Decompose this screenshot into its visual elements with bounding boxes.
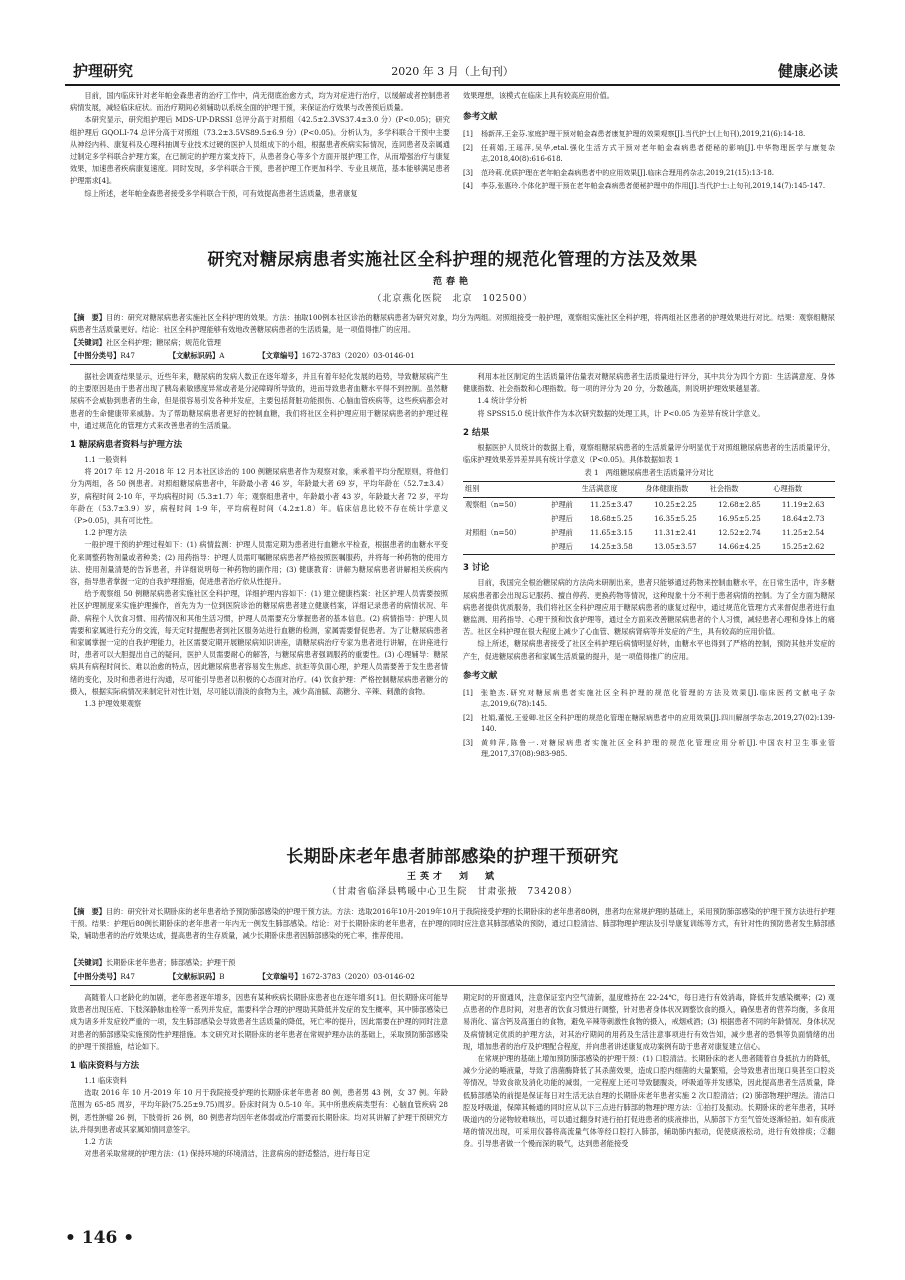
paragraph: 目前，我国完全根治糖尿病的方法尚未研制出来，患者只能够通过药物来控制血糖水平，在日常生活中，许多糖尿病患者都会出现忘记服药、擅自停药、更换药物等情况，这种现象十分不利于患者病情的控制。为了全方面为糖尿病患者提供优质服务，我们将社区全科护理应用于糖尿病患者的康复过程中，通过规范化管理方式来督促患者进行血糖监测、用药指导、心理干预和饮食护理等，通过全方面来改善糖尿病患者的个人习惯，减轻患者心理和身体上的痛苦。社区全科护理在很大程度上减少了心血管、糖尿病肾病等并发症的产生，具有较高的应用价值。 [463,578,835,637]
section-heading: 1 临床资料与方法 [70,1061,140,1072]
column-header: 社会指数 [708,482,772,497]
column-header: 身体健康指数 [643,482,707,497]
paragraph: 本研究显示，研究组护理后 MDS-UP-DRSSI 总评分高于对照组（42.5±2.3VS37.4±3.0 分）(P<0.05)；研究组护理后 GQOLI-74 总评分高于对照组（73.2±3.5VS89.5±6.9 分）(P<0.05)。分析认为，多学科联合干预中主要从神经内科、康复科及心理科抽调专业技术过硬的医护人员组成下的小组，根据患者疾病实际情况，连同患者及亲属通过制定多学科联合护理方案，在已制定的护理方案支持下，从患者身心等多个方面开展护理工作，从而增强治疗与康复效果，加速患者疾病康复速度。同时发现，多学科联合干预，患者护理工作更加科学、专业且规范，基本能够满足患者护理需求[4]。 [70,115,450,186]
table-header-row [463,482,835,497]
paragraph: 对患者采取常规的护理方法：(1) 保持环境的环境清洁，注意病房的舒适整洁，进行每日定 [84,1149,370,1159]
article1-right-column [463,371,835,837]
references-heading: 参考文献 [463,112,498,123]
divider [70,985,835,986]
paragraph: 将 2017 年 12 月-2018 年 12 月本社区诊治的 100 例糖尿病患者作为观察对象，乘承着平均分配原则，将他们分为两组，各 50 例患者。对照组糖尿病患者中，年龄最小者 46 岁，年龄最大者 69 岁，平均年龄在（52.7±3.4）岁，病程时间 2-10 年，平均病程时间（5.3±1.7）年；观察组患者中，年龄最小者 43 岁，年龄最大者 72 岁，平均年龄在（53.7±3.9）岁，病程时间 1-9 年，平均病程时间（4.2±1.8）年。临床信息比较不存在统计学意义（P>0.05)，具有可比性。 [70,467,448,526]
top-left-column [70,90,450,230]
subsection-heading: 1.1 临床资料 [84,1076,127,1086]
divider [70,364,835,365]
reference-item: [4] 李芬,张惠玲.个体化护理干预在老年帕金森病患者便秘护理中的作用[J].当代护士:上旬刊,2019,14(7):145-147. [463,182,826,191]
table-row: 对照组（n=50） 护理前 11.65±3.15 11.31±2.41 12.52±2.74 11.25±2.54 [465,528,825,538]
paragraph: 高随着人口老龄化的加剧，老年患者逐年增多，因患有某种疾病长期卧床患者也在逐年增多[1]。但长期卧床可能导致患者出现压疮、下肢深静脉血栓等一系列并发症，需要科学合理的护理助其降低并发症的发生概率，其中肺部感染已成为诸多并发症较严重的一项，发生肺部感染会导致患者生活质量的降低，死亡率的提升，因此需要在护理的同时注意对患者的肺部感染实施预防性护理措施。本文研究对长期卧床的老年患者在常规护理办法的基础上，采取预防肺部感染的护理干预措施，结论如下。 [70,993,448,1051]
section-name: 健康必读 [777,62,838,80]
subsection-heading: 1.2 方法 [84,1137,113,1147]
section-heading: 3 讨论 [463,563,490,574]
reference-item: [1] 杨新萍,王金芬.家庭护理干预对帕金森患者康复护理的效果观察[J].当代护士(上旬刊),2019,21(6):14-18. [463,130,806,139]
subsection-heading: 1.1 一般资料 [84,455,127,465]
reference-item: [3] 范玲莉.优质护理在老年帕金森病患者中的应用效果[J].临床合理用药杂志,2019,21(15):13-18. [463,168,775,177]
paragraph: 期定时的开窗通风，注意保证室内空气清新，温度维持在 22-24℃，每日进行有效消毒，降低并发感染概率；(2) 观点患者的作息时间，对患者的饮食习惯进行调整，针对患者身体状况调整饮食的摄入，确保患者的营养均衡，多食用易消化、富含钙及高蛋白的食物，避免辛辣等刺激性食物的摄入，戒烟戒酒；(3) 根据患者不同的年龄情况、身体状况及病情制定优质的护理方法，对其治疗期间的用药及生活注意事项进行有效告知，减少患者的恐惧等负面情绪的出现，增加患者的治疗及护理配合程度，并向患者讲述康复成功案例有助于患者对康复建立信心。 [463,993,835,1051]
table-row: 护理后 14.25±3.58 13.05±3.57 14.66±4.25 15.25±2.62 [463,540,835,555]
running-header [65,58,840,86]
paragraph: 一般护理干预的护理过程如下：(1) 病情监测：护理人员需定期为患者进行血糖水平检查，根据患者的血糖水平变化来调整药物剂量或者种类；(2) 用药指导：护理人员需叮嘱糖尿病患者严格按照医嘱服药，并将每一种药物的使用方法、使用剂量清楚的告诉患者，并详细说明每一种药物的副作用；(3) 健康教育：讲解为糖尿病患者讲解相关疾病内容，指导患者掌握一定的自我护理措施，促进患者治疗依从性提升。 [70,540,448,587]
paragraph: 根据医护人员统计的数据上看，观察组糖尿病患者的生活质量评分明显优于对照组糖尿病患者的生活质量评分，临床护理效果差异差异具有统计学意义（P<0.05)。具体数据如表 1 [463,442,835,465]
article2-author: 王英才 刘 斌 [406,872,498,882]
paragraph: 目前，国内临床针对老年帕金森患者的治疗工作中，尚无彻底治愈方式，均为对症进行治疗，以缓解或者控制患者病情发展，减轻临床症状。而治疗期间必须辅助以系统全面的护理干预，来保证治疗效果与改善预后质量。 [70,91,450,113]
article1-abstract: 【摘 要】目的：研究对糖尿病患者实施社区全科护理的效果。方法：抽取100例本社区诊治的糖尿病患者为研究对象，均分为两组。对照组接受一般护理，观察组实施社区全科护理，将两组社区患者的护理效果进行对比。结果：观察组糖尿病患者生活质量更好。结论：社区全科护理能够有效地改善糖尿病患者的生活质量，是一项值得推广的应用。 [70,313,835,334]
article1-left-column [70,371,448,837]
article1-author: 范春艳 [432,277,472,287]
issue-date: 2020 年 3 月（上旬刊） [391,65,514,78]
paragraph: 综上所述，糖尿病患者接受了社区全科护理后病情明显好转，血糖水平也得到了严格的控制，预防其他并发症的产生，促进糖尿病患者和家属生活质量的提升，是一项值得推广的应用。 [463,639,835,661]
article1-title: 研究对糖尿病患者实施社区全科护理的规范化管理的方法及效果 [207,250,698,270]
paragraph: 选取 2016 年 10 月-2019 年 10 月于我院接受护理的长期卧床老年患者 80 例，患者男 43 例，女 37 例。年龄范围为 65-85 周岁，平均年龄(75.25±9.75)周岁。卧床时间为 0.5-10 年。其中所患疾病类型有：心脑血管疾病 28 例，恶性肿瘤 26 例，下肢骨折 26 例，80 例患者均因年老体弱或治疗需要而长期卧床。均对其讲解了护理干预研究方法,并得到患者或其家属知情同意签字。 [70,1088,448,1134]
page-number: • 146 • [65,1228,135,1248]
references-heading: 参考文献 [463,670,498,681]
article2-classification: 【中图分类号】R47 【文献标识码】B 【文章编号】1672-3783（2020）03-0146-02 [70,972,415,981]
subsection-heading: 1.2 护理方法 [84,528,127,538]
reference-item: [2] 杜娟,董悦,王爱卿.社区全科护理的规范化管理在糖尿病患者中的应用效果[J].四川解剖学杂志,2019,27(02):139-140. [463,713,835,734]
article2-affiliation: （甘肃省临泽县鸭暖中心卫生院 甘肃张掖 734208） [327,887,578,897]
top-right-column [463,90,835,230]
paragraph: 效果理想，该模式在临床上具有较高应用价值。 [463,91,614,100]
table-caption: 表 1 两组糖尿病患者生活质量评分对比 [584,468,714,478]
column-header: 生活满意度 [580,482,644,497]
section-heading: 2 结果 [463,427,490,438]
section-heading: 1 糖尿病患者资料与护理方法 [70,440,183,451]
reference-item: [3] 黄帅萍,陈鲁一.对糖尿病患者实施社区全科护理的规范化管理应用分析[J].中国农村卫生事业管理,2017,37(08):983-985. [463,738,835,759]
column-header: 组别 [463,482,545,497]
results-table [463,481,835,555]
subsection-heading: 1.4 统计学分析 [477,396,528,406]
paragraph: 据社会调查结果显示，近些年来，糖尿病的发病人数正在逐年增多，并且有着年轻化发展的趋势，导致糖尿病产生的主要原因是由于患者出现了胰岛素敏感度异常或者是分泌障碍所导致的，进而导致患者血糖水平得不到控制。虽然糖尿病不会威胁到患者的生命，但是很容易引发各种并发症，主要包括肾脏功能损伤、心脑血管疾病等，这些疾病都会对患者的生命健康带来威胁。为了帮助糖尿病患者更好的控制血糖，我们将社区全科护理应用于糖尿病患者的护理过程中，通过规范化的管理方式来改善患者的生活质量。 [70,372,448,430]
article1-keywords: 【关键词】社区全科护理；糖尿病；规范化管理 [70,338,221,347]
column-header: 心理指数 [771,482,835,497]
article1-classification: 【中图分类号】R47 【文献标识码】A 【文章编号】1672-3783（2020）03-0146-01 [70,351,415,360]
paragraph: 将 SPSS15.0 统计软件作为本次研究数据的处理工具，计 P<0.05 为差异有统计学意义。 [477,408,765,418]
paragraph: 利用本社区制定的生活质量评估量表对糖尿病患者生活质量进行评分，其中共分为四个方面：生活满意度、身体健康指数、社会指数和心理指数。每一项的评分为 20 分，分数越高，则说明护理效果越显著。 [463,372,835,394]
reference-item: [1] 张艳杰.研究对糖尿病患者实施社区全科护理的规范化管理的方法及效果[J].临床医药文献电子杂志,2019,6(78):145. [463,688,835,709]
column-header [545,482,580,497]
article2-title: 长期卧床老年患者肺部感染的护理干预研究 [286,847,619,867]
reference-item: [2] 任莉娟,王瑶萍,吴华,etal.强化生活方式干预对老年帕金森病患者便秘的影响[J].中华物理医学与康复杂志,2018,40(8):616-618. [463,143,835,164]
article2-left-column [70,992,448,1214]
subsection-heading: 1.3 护理效果观察 [84,699,142,709]
article2-right-column [463,992,835,1214]
paragraph: 综上所述，老年帕金森患者接受多学科联合干预，可有效提高患者生活质量，患者康复 [84,188,358,198]
article1-affiliation: （北京燕化医院 北京 102500） [372,294,533,304]
journal-name: 护理研究 [73,62,134,80]
paragraph: 在常规护理的基础上增加预防肺部感染的护理干预：(1) 口腔清洁。长期卧床的老人患者随着自身抵抗力的降低，减少分泌的唾液量，导致了溶菌酶降低了其杀菌效果，造成口腔内细菌的大量繁殖，会导致患者出现口臭甚至口腔炎等情况，导致食欲及消化功能的减弱，一定程度上还可导致腿腹炎，呼吸道等并发感染，因此提高患者生活质量，降低肺部感染的前提是保证每日对生活无法自理的长期卧床老年患者实施 2 次口腔清洁；(2) 肺部物理护理法。清洁口腔及呼吸道，保障其畅通的同时应从以下三点进行肺部的物理护理方法：①拍打及振动。长期卧床的老年患者，其呼吸道内的分泌物较难咳出，可以通过翻身时进行拍打促进患者的痰液排出，从肺部下方至气管处逐渐轻拍。如有痰液堵的情况出现，可采用仪器将高流量气体等经口腔打入肺部，辅助肺内振动，促使痰液松动，进行有效排痰；②翻身。引导患者做一个慢而深的吸气，达到患者能接受 [463,1054,835,1149]
paragraph: 给予观察组 50 例糖尿病患者实施社区全科护理，详细护理内容如下：(1) 建立健康档案：社区护理人员需要按照社区护理制度来实施护理操作，首先为为一位到医院诊治的糖尿病患者建立健康档案，详细记录患者的病情状况、年龄、病程个人饮食习惯、用药情况和其他生活习惯，护理人员需要充分掌握患者的基本信息。(2) 病情指导：护理人员需要和家属进行充分的交流，每天定时提醒患者到社区服务站进行血糖的检测，家属需要督促患者。为了让糖尿病患者和家属掌握一定的自我护理能力，社区需要定期开展糖尿病知识讲座，请糖尿病治疗专家为患者进行讲解，在讲座进行时，患者可以大胆提出自己的疑问，医护人员需要耐心的解答，与糖尿病患者强调服药的重要性。(3) 心理辅导：糖尿病具有病程时间长、难以治愈的特点，因此糖尿病患者容易发生焦虑、抗拒等负面心理，护理人员需要善于发生患者情绪的变化，及时和患者进行沟通，尽可能引导患者以积极的心态面对治疗。(4) 饮食护理：严格控制糖尿病患者糖分的摄入，根据实际病情况来制定针对性计划，尽可能以清淡的食物为主，减少高油腻、高糖分、辛辣、刺激的食物。 [70,589,448,696]
article2-keywords: 【关键词】长期卧床老年患者；肺部感染；护理干预 [70,958,236,967]
table-row: 观察组（n=50） 护理前 11.25±3.47 10.25±2.25 12.68±2.85 11.19±2.63 [465,499,825,509]
article2-abstract: 【摘 要】目的：研究针对长期卧床的老年患者给予预防肺部感染的护理干预方法。方法：选取2016年10月-2019年10月于我院接受护理的长期卧床的老年患者80例，患者均在常规护理的基础上，采用预防肺部感染的护理干预方法进行护理干预。结果：护理后80例长期卧床的老年患者一年内无一例发生肺部感染。结论：对于长期卧床的老年患者，在护理的同时应注意其肺部感染的预防，通过口腔清洁、肺部物理护理法及引导康复训练等方式，有针对性的预防患者发生肺部感染，辅助患者的治疗效果达成，提高患者的生存质量，减少长期卧床患者因肺部感染的死亡率，推荐使用。 [70,907,835,940]
table-row: 护理后 18.68±5.25 16.35±5.25 16.95±5.25 18.64±2.73 [551,513,825,523]
